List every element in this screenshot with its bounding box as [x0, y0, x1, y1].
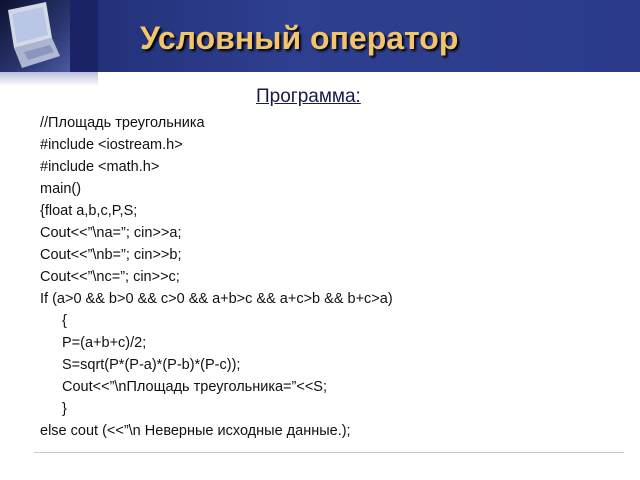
- code-line: {: [62, 313, 67, 329]
- code-line: #include <iostream.h>: [40, 137, 183, 153]
- program-heading: Программа:: [256, 86, 361, 107]
- code-line: Cout<<”\nПлощадь треугольника=”<<S;: [62, 379, 327, 395]
- code-line: Cout<<”\nc=”; cin>>c;: [40, 269, 180, 285]
- code-line: else cout (<<”\n Неверные исходные данные.);: [40, 423, 351, 439]
- code-line: //Площадь треугольника: [40, 115, 205, 131]
- code-line: Cout<<”\nb=”; cin>>b;: [40, 247, 182, 263]
- code-line: {float a,b,c,P,S;: [40, 203, 138, 219]
- code-line: #include <math.h>: [40, 159, 160, 175]
- code-line: }: [62, 401, 67, 417]
- code-line: Cout<<”\na=”; cin>>a;: [40, 225, 182, 241]
- header-accent-strip: [70, 0, 98, 72]
- slide-title: Условный оператор: [140, 20, 459, 56]
- footer-divider: [34, 452, 624, 453]
- header-shadow: [0, 72, 98, 86]
- code-line: P=(a+b+c)/2;: [62, 335, 147, 351]
- code-block: [40, 112, 620, 442]
- monitor-photo-icon: [0, 0, 70, 72]
- code-line: main(): [40, 181, 82, 197]
- code-line: If (a>0 && b>0 && c>0 && a+b>c && a+c>b && b+c>a): [40, 291, 393, 307]
- code-line: S=sqrt(P*(P-a)*(P-b)*(P-c));: [62, 357, 241, 373]
